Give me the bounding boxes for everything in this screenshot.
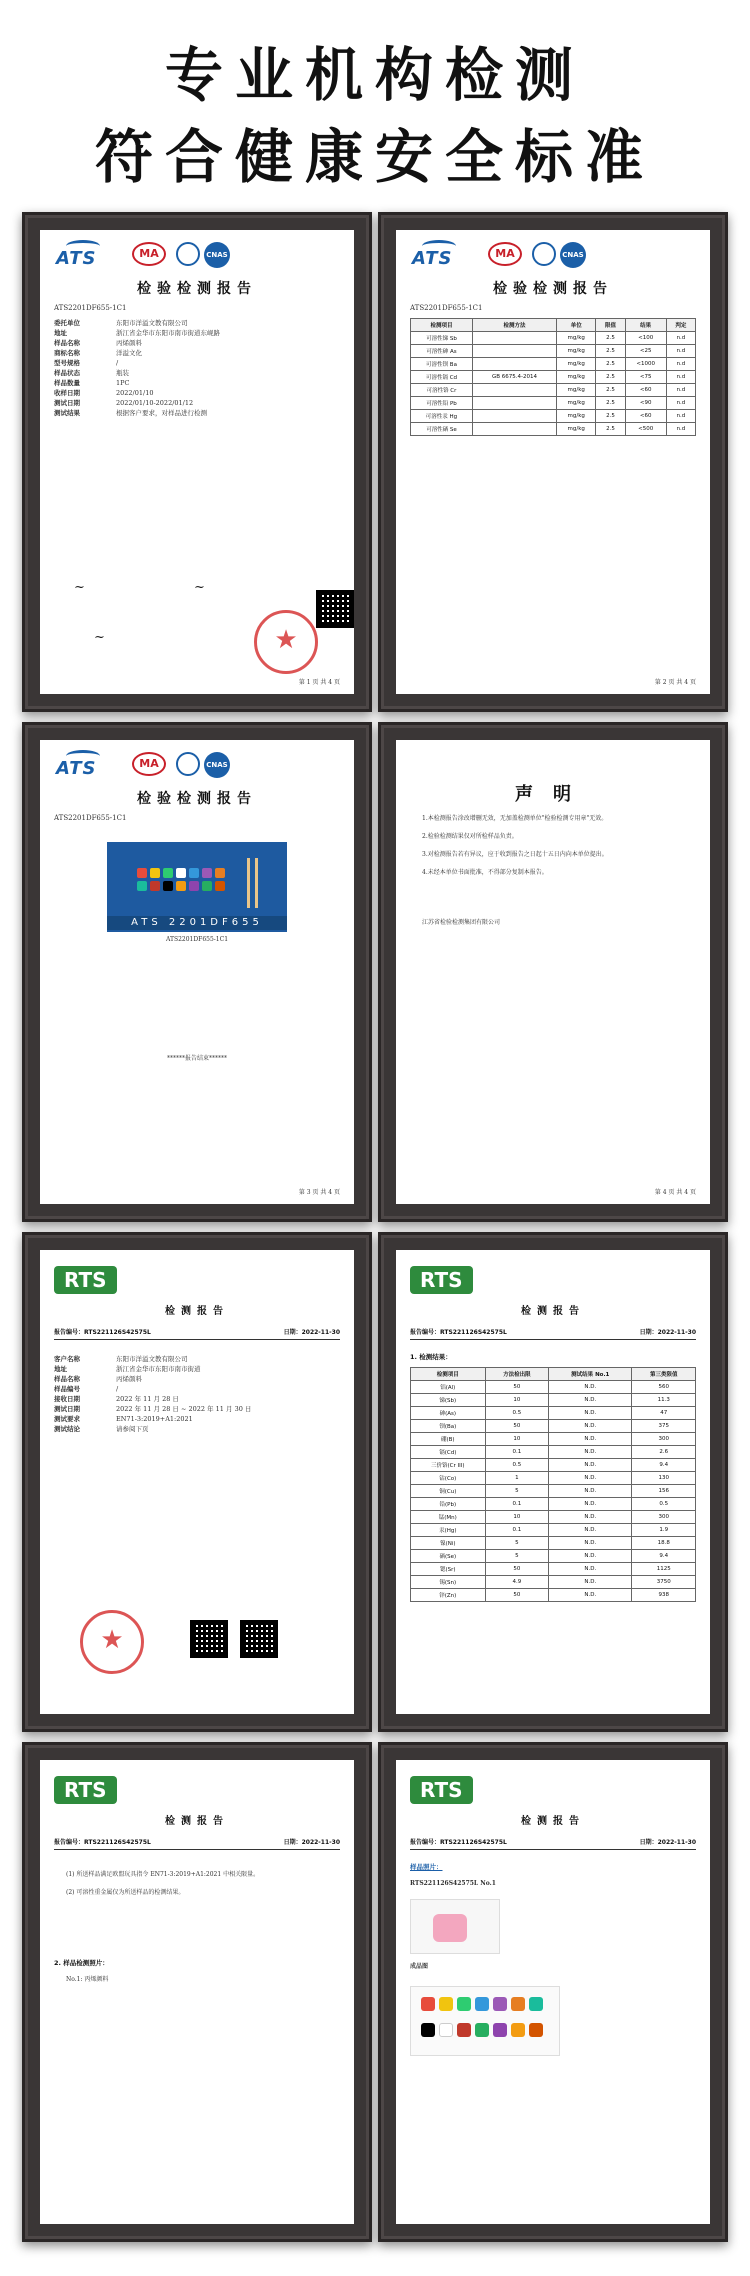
- brush-image: [255, 858, 258, 908]
- table-cell: <90: [625, 397, 666, 410]
- table-cell: 938: [632, 1589, 696, 1602]
- report-title: 检验检测报告: [137, 281, 257, 297]
- table-row: [411, 410, 696, 423]
- table-row: [411, 1420, 696, 1433]
- table-cell: 18.8: [632, 1537, 696, 1550]
- table-cell: 2.5: [596, 384, 625, 397]
- table-cell: 硒(Se): [411, 1550, 486, 1563]
- report-meta: [54, 1327, 340, 1340]
- table-cell: 可溶性铅 Pb: [411, 397, 473, 410]
- report-number: ATS2201DF655-1C1: [54, 814, 127, 822]
- table-cell: 2.5: [596, 332, 625, 345]
- table-cell: 4.9: [485, 1576, 549, 1589]
- table-cell: 47: [632, 1407, 696, 1420]
- report-number: 报告编号：RTS221126S42575L: [410, 1329, 507, 1336]
- table-cell: 锶(Sr): [411, 1563, 486, 1576]
- report-page: [396, 1250, 710, 1714]
- ats-logo: ATS: [412, 248, 453, 269]
- finished-label: 成品图: [410, 1963, 429, 1970]
- cnas-logo: CNAS: [204, 242, 230, 268]
- field-row: 委托单位 东阳市洋溢文教有限公司: [54, 319, 188, 327]
- qr-code-icon: [190, 1620, 228, 1658]
- results-table: [410, 318, 696, 436]
- table-row: [411, 1394, 696, 1407]
- declaration-paragraph: 2.检验检测结果仅对所检样品负责。: [422, 833, 518, 840]
- table-cell: <25: [625, 345, 666, 358]
- report-meta: [410, 1837, 696, 1850]
- certificate-frame-rts-remarks: [22, 1742, 372, 2242]
- table-cell: 镍(Ni): [411, 1537, 486, 1550]
- cnas-logo: CNAS: [204, 752, 230, 778]
- table-row: [411, 423, 696, 436]
- report-number: 报告编号：RTS221126S42575L: [54, 1329, 151, 1336]
- table-cell: 0.1: [485, 1446, 549, 1459]
- table-cell: 50: [485, 1420, 549, 1433]
- logo-bar: [54, 240, 340, 274]
- table-row: [411, 1511, 696, 1524]
- table-cell: 可溶性锑 Sb: [411, 332, 473, 345]
- table-row: [411, 1381, 696, 1394]
- table-cell: n.d: [666, 332, 695, 345]
- table-cell: n.d: [666, 384, 695, 397]
- field-row: 地址 浙江省金华市东阳市南市街道东岘路: [54, 329, 220, 337]
- certificate-frame-ats-results: [378, 212, 728, 712]
- table-cell: N.D.: [549, 1485, 632, 1498]
- certificate-frame-rts-cover: [22, 1232, 372, 1732]
- table-cell: 0.5: [485, 1459, 549, 1472]
- report-page: [40, 230, 354, 694]
- page-number: 第 1 页 共 4 页: [298, 679, 340, 686]
- table-row: [411, 1589, 696, 1602]
- table-cell: N.D.: [549, 1381, 632, 1394]
- table-row: [411, 1472, 696, 1485]
- section-title: 2. 样品检测照片：: [54, 1959, 109, 1967]
- ilac-mra-icon: [532, 242, 556, 266]
- table-cell: N.D.: [549, 1589, 632, 1602]
- field-row: 样品编号 /: [54, 1385, 119, 1393]
- table-cell: 1: [485, 1472, 549, 1485]
- table-cell: [473, 410, 557, 423]
- page-number: 第 2 页 共 4 页: [654, 679, 696, 686]
- field-row: 测试结论 请参阅下页: [54, 1425, 149, 1433]
- red-seal-stamp-icon: ★: [254, 610, 318, 674]
- table-cell: 2.5: [596, 358, 625, 371]
- field-row: 测试结果 根据客户要求，对样品进行检测: [54, 409, 207, 417]
- table-cell: N.D.: [549, 1511, 632, 1524]
- field-row: 测试日期 2022 年 11 月 28 日 ~ 2022 年 11 月 30 日: [54, 1405, 252, 1413]
- report-title: 检测报告: [521, 1816, 585, 1827]
- table-row: [411, 371, 696, 384]
- declaration-title: 声明: [515, 784, 591, 805]
- rts-logo: RTS: [410, 1776, 473, 1804]
- sample-number: No.1: 丙烯颜料: [66, 1976, 109, 1983]
- table-cell: 可溶性铬 Cr: [411, 384, 473, 397]
- report-fields: [54, 1354, 340, 1434]
- page-number: 第 3 页 共 4 页: [298, 1189, 340, 1196]
- table-cell: mg/kg: [557, 332, 596, 345]
- table-cell: mg/kg: [557, 384, 596, 397]
- field-row: 地址 浙江省金华市东阳市南市街道: [54, 1365, 201, 1373]
- table-row: [411, 1446, 696, 1459]
- declaration-paragraph: 3.对检测报告若有异议，应于收到报告之日起十五日内向本单位提出。: [422, 851, 608, 858]
- ma-logo: MA: [132, 242, 166, 266]
- table-cell: 9.4: [632, 1459, 696, 1472]
- table-cell: N.D.: [549, 1420, 632, 1433]
- table-cell: N.D.: [549, 1394, 632, 1407]
- table-cell: N.D.: [549, 1407, 632, 1420]
- table-cell: 2.5: [596, 423, 625, 436]
- table-cell: mg/kg: [557, 423, 596, 436]
- table-cell: 硼(B): [411, 1433, 486, 1446]
- table-cell: <75: [625, 371, 666, 384]
- remark-line: (1) 所送样品满足欧盟玩具指令 EN71-3:2019+A1:2021 中相关限量。: [66, 1871, 260, 1878]
- field-row: 测试日期 2022/01/10-2022/01/12: [54, 399, 194, 407]
- table-cell: 汞(Hg): [411, 1524, 486, 1537]
- table-cell: 可溶性汞 Hg: [411, 410, 473, 423]
- field-row: 测试要求 EN71-3:2019+A1:2021: [54, 1415, 193, 1423]
- field-row: 客户名称 东阳市洋溢文教有限公司: [54, 1355, 188, 1363]
- field-row: 商标名称 洋溢文化: [54, 349, 142, 357]
- report-date: 日期：2022-11-30: [639, 1329, 696, 1336]
- table-cell: 铅(Pb): [411, 1498, 486, 1511]
- ilac-mra-icon: [176, 752, 200, 776]
- certificate-frame-ats-cover: [22, 212, 372, 712]
- table-cell: 1125: [632, 1563, 696, 1576]
- table-cell: mg/kg: [557, 410, 596, 423]
- report-page: [396, 230, 710, 694]
- table-cell: 9.4: [632, 1550, 696, 1563]
- table-row: [411, 1485, 696, 1498]
- table-row: [411, 1537, 696, 1550]
- logo-bar: [54, 750, 340, 784]
- table-row: [411, 1563, 696, 1576]
- table-cell: 三价铬(Cr III): [411, 1459, 486, 1472]
- table-cell: 可溶性钡 Ba: [411, 358, 473, 371]
- table-cell: [473, 423, 557, 436]
- report-title: 检测报告: [521, 1306, 585, 1317]
- table-cell: mg/kg: [557, 397, 596, 410]
- table-cell: 铜(Cu): [411, 1485, 486, 1498]
- table-row: [411, 345, 696, 358]
- qr-code-icon: [240, 1620, 278, 1658]
- report-number: 报告编号：RTS221126S42575L: [54, 1839, 151, 1846]
- section-title: 样品照片：: [410, 1863, 443, 1871]
- table-cell: 2.5: [596, 410, 625, 423]
- table-cell: 5: [485, 1550, 549, 1563]
- results-table: [410, 1367, 696, 1602]
- table-cell: mg/kg: [557, 358, 596, 371]
- hero-title-line2: 符合健康安全标准: [94, 123, 655, 191]
- report-number: ATS2201DF655-1C1: [410, 304, 483, 312]
- table-cell: 铝(Al): [411, 1381, 486, 1394]
- logo-bar: [410, 240, 696, 274]
- table-cell: 50: [485, 1563, 549, 1576]
- report-date: 日期：2022-11-30: [639, 1839, 696, 1846]
- red-seal-stamp-icon: ★: [80, 1610, 144, 1674]
- ilac-mra-icon: [176, 242, 200, 266]
- photo-label: ATS 2201DF655: [107, 916, 287, 930]
- table-cell: N.D.: [549, 1537, 632, 1550]
- hero-banner: [0, 0, 750, 200]
- field-row: 型号规格 /: [54, 359, 119, 367]
- table-cell: N.D.: [549, 1524, 632, 1537]
- certificate-frame-rts-photos: [378, 1742, 728, 2242]
- table-cell: GB 6675.4-2014: [473, 371, 557, 384]
- table-cell: [473, 332, 557, 345]
- table-row: [411, 1498, 696, 1511]
- sample-id: RTS221126S42575L No.1: [410, 1880, 496, 1887]
- table-row: [411, 397, 696, 410]
- field-row: 样品名称 丙烯颜料: [54, 339, 142, 347]
- report-end-mark: ******报告结束******: [166, 1055, 227, 1062]
- company-name: 江苏省检验检测集团有限公司: [422, 919, 501, 926]
- signature-2: ~: [194, 580, 205, 595]
- table-cell: 锑(Sb): [411, 1394, 486, 1407]
- cnas-logo: CNAS: [560, 242, 586, 268]
- table-cell: 375: [632, 1420, 696, 1433]
- table-cell: mg/kg: [557, 371, 596, 384]
- table-cell: 2.5: [596, 371, 625, 384]
- table-cell: 2.6: [632, 1446, 696, 1459]
- table-cell: <1000: [625, 358, 666, 371]
- table-cell: <60: [625, 410, 666, 423]
- table-cell: n.d: [666, 371, 695, 384]
- table-cell: 砷(As): [411, 1407, 486, 1420]
- table-cell: [473, 384, 557, 397]
- report-title: 检验检测报告: [137, 791, 257, 807]
- field-row: 样品数量 1PC: [54, 379, 130, 387]
- table-cell: n.d: [666, 397, 695, 410]
- table-cell: <100: [625, 332, 666, 345]
- table-cell: 130: [632, 1472, 696, 1485]
- field-row: 接收日期 2022 年 11 月 28 日: [54, 1395, 179, 1403]
- field-row: 样品状态 瓶装: [54, 369, 129, 377]
- hero-title-line1: 专业机构检测: [164, 41, 585, 109]
- table-row: [411, 1459, 696, 1472]
- table-cell: 50: [485, 1381, 549, 1394]
- certificate-frame-rts-results: [378, 1232, 728, 1732]
- report-page: [40, 740, 354, 1204]
- paint-pot-image: [433, 1914, 467, 1942]
- table-row: [411, 1576, 696, 1589]
- table-cell: N.D.: [549, 1446, 632, 1459]
- table-cell: 50: [485, 1589, 549, 1602]
- single-sample-photo: [410, 1899, 500, 1954]
- table-cell: N.D.: [549, 1563, 632, 1576]
- table-row: [411, 1550, 696, 1563]
- report-title: 检测报告: [165, 1306, 229, 1317]
- table-cell: N.D.: [549, 1433, 632, 1446]
- table-row: [411, 358, 696, 371]
- declaration-paragraph: 4.未经本单位书面批准，不得部分复制本报告。: [422, 869, 548, 876]
- signature-1: ~: [74, 580, 85, 595]
- report-title: 检验检测报告: [493, 281, 613, 297]
- table-cell: 3750: [632, 1576, 696, 1589]
- table-cell: 0.1: [485, 1498, 549, 1511]
- ma-logo: MA: [488, 242, 522, 266]
- sample-photo: [107, 842, 287, 932]
- ats-logo: ATS: [56, 758, 97, 779]
- report-date: 日期：2022-11-30: [283, 1329, 340, 1336]
- report-page: [396, 1760, 710, 2224]
- table-cell: 5: [485, 1537, 549, 1550]
- table-cell: 可溶性砷 As: [411, 345, 473, 358]
- table-cell: N.D.: [549, 1459, 632, 1472]
- rts-logo: RTS: [54, 1776, 117, 1804]
- report-title: 检测报告: [165, 1816, 229, 1827]
- table-row: [411, 384, 696, 397]
- table-cell: 2.5: [596, 397, 625, 410]
- field-row: 收样日期 2022/01/10: [54, 389, 154, 397]
- table-cell: N.D.: [549, 1472, 632, 1485]
- table-cell: 锡(Sn): [411, 1576, 486, 1589]
- table-cell: 1.9: [632, 1524, 696, 1537]
- report-page: [40, 1760, 354, 2224]
- signature-area: [54, 580, 340, 694]
- report-fields: [54, 318, 340, 418]
- table-cell: 2.5: [596, 345, 625, 358]
- page-number: 第 4 页 共 4 页: [654, 1189, 696, 1196]
- table-row: [411, 1524, 696, 1537]
- table-cell: 锰(Mn): [411, 1511, 486, 1524]
- certificate-frame-declaration: [378, 722, 728, 1222]
- report-number: ATS2201DF655-1C1: [54, 304, 127, 312]
- report-number: 报告编号：RTS221126S42575L: [410, 1839, 507, 1846]
- table-cell: 可溶性硒 Se: [411, 423, 473, 436]
- table-cell: 10: [485, 1433, 549, 1446]
- declaration-paragraph: 1.本检测报告涂改增删无效，无加盖检测单位"检验检测专用章"无效。: [422, 815, 608, 822]
- rts-logo: RTS: [54, 1266, 117, 1294]
- rts-logo: RTS: [410, 1266, 473, 1294]
- table-cell: 钡(Ba): [411, 1420, 486, 1433]
- table-cell: 10: [485, 1394, 549, 1407]
- table-cell: 钴(Co): [411, 1472, 486, 1485]
- paint-pots-image: [137, 868, 237, 891]
- table-cell: 0.5: [632, 1498, 696, 1511]
- report-page: [40, 1250, 354, 1714]
- qr-code-icon: [316, 590, 354, 628]
- report-page: [396, 740, 710, 1204]
- table-cell: N.D.: [549, 1576, 632, 1589]
- photo-caption: ATS2201DF655-1C1: [165, 936, 229, 943]
- table-cell: [473, 397, 557, 410]
- table-cell: 锌(Zn): [411, 1589, 486, 1602]
- section-title: 1. 检测结果：: [410, 1353, 452, 1361]
- report-date: 日期：2022-11-30: [283, 1839, 340, 1846]
- brush-image: [247, 858, 250, 908]
- table-header-row: 检测项目 检测方法 单位 限值 结果 判定: [411, 319, 696, 332]
- table-cell: <60: [625, 384, 666, 397]
- table-cell: 可溶性镉 Cd: [411, 371, 473, 384]
- table-cell: n.d: [666, 410, 695, 423]
- signature-3: ~: [94, 630, 105, 645]
- table-cell: N.D.: [549, 1550, 632, 1563]
- table-cell: [473, 358, 557, 371]
- report-meta: [54, 1837, 340, 1850]
- table-row: [411, 332, 696, 345]
- finished-product-photo: [410, 1986, 560, 2056]
- report-meta: [410, 1327, 696, 1340]
- table-cell: [473, 345, 557, 358]
- table-cell: mg/kg: [557, 345, 596, 358]
- table-cell: 5: [485, 1485, 549, 1498]
- table-cell: 156: [632, 1485, 696, 1498]
- table-cell: 镉(Cd): [411, 1446, 486, 1459]
- table-cell: 10: [485, 1511, 549, 1524]
- remark-line: (2) 可溶性重金属仅为所送样品的检测结果。: [66, 1889, 185, 1896]
- ma-logo: MA: [132, 752, 166, 776]
- table-cell: 560: [632, 1381, 696, 1394]
- field-row: 样品名称 丙烯颜料: [54, 1375, 142, 1383]
- table-cell: 0.1: [485, 1524, 549, 1537]
- ats-logo: ATS: [56, 248, 97, 269]
- table-cell: N.D.: [549, 1498, 632, 1511]
- table-cell: 300: [632, 1433, 696, 1446]
- table-row: [411, 1433, 696, 1446]
- table-cell: n.d: [666, 358, 695, 371]
- table-cell: 0.5: [485, 1407, 549, 1420]
- table-cell: 300: [632, 1511, 696, 1524]
- table-row: [411, 1407, 696, 1420]
- certificate-frame-ats-photo: [22, 722, 372, 1222]
- table-cell: n.d: [666, 345, 695, 358]
- table-cell: n.d: [666, 423, 695, 436]
- table-cell: <500: [625, 423, 666, 436]
- table-header-row: 检测项目 方法检出限 测试结果 No.1 第三类限值: [411, 1368, 696, 1381]
- table-cell: 11.3: [632, 1394, 696, 1407]
